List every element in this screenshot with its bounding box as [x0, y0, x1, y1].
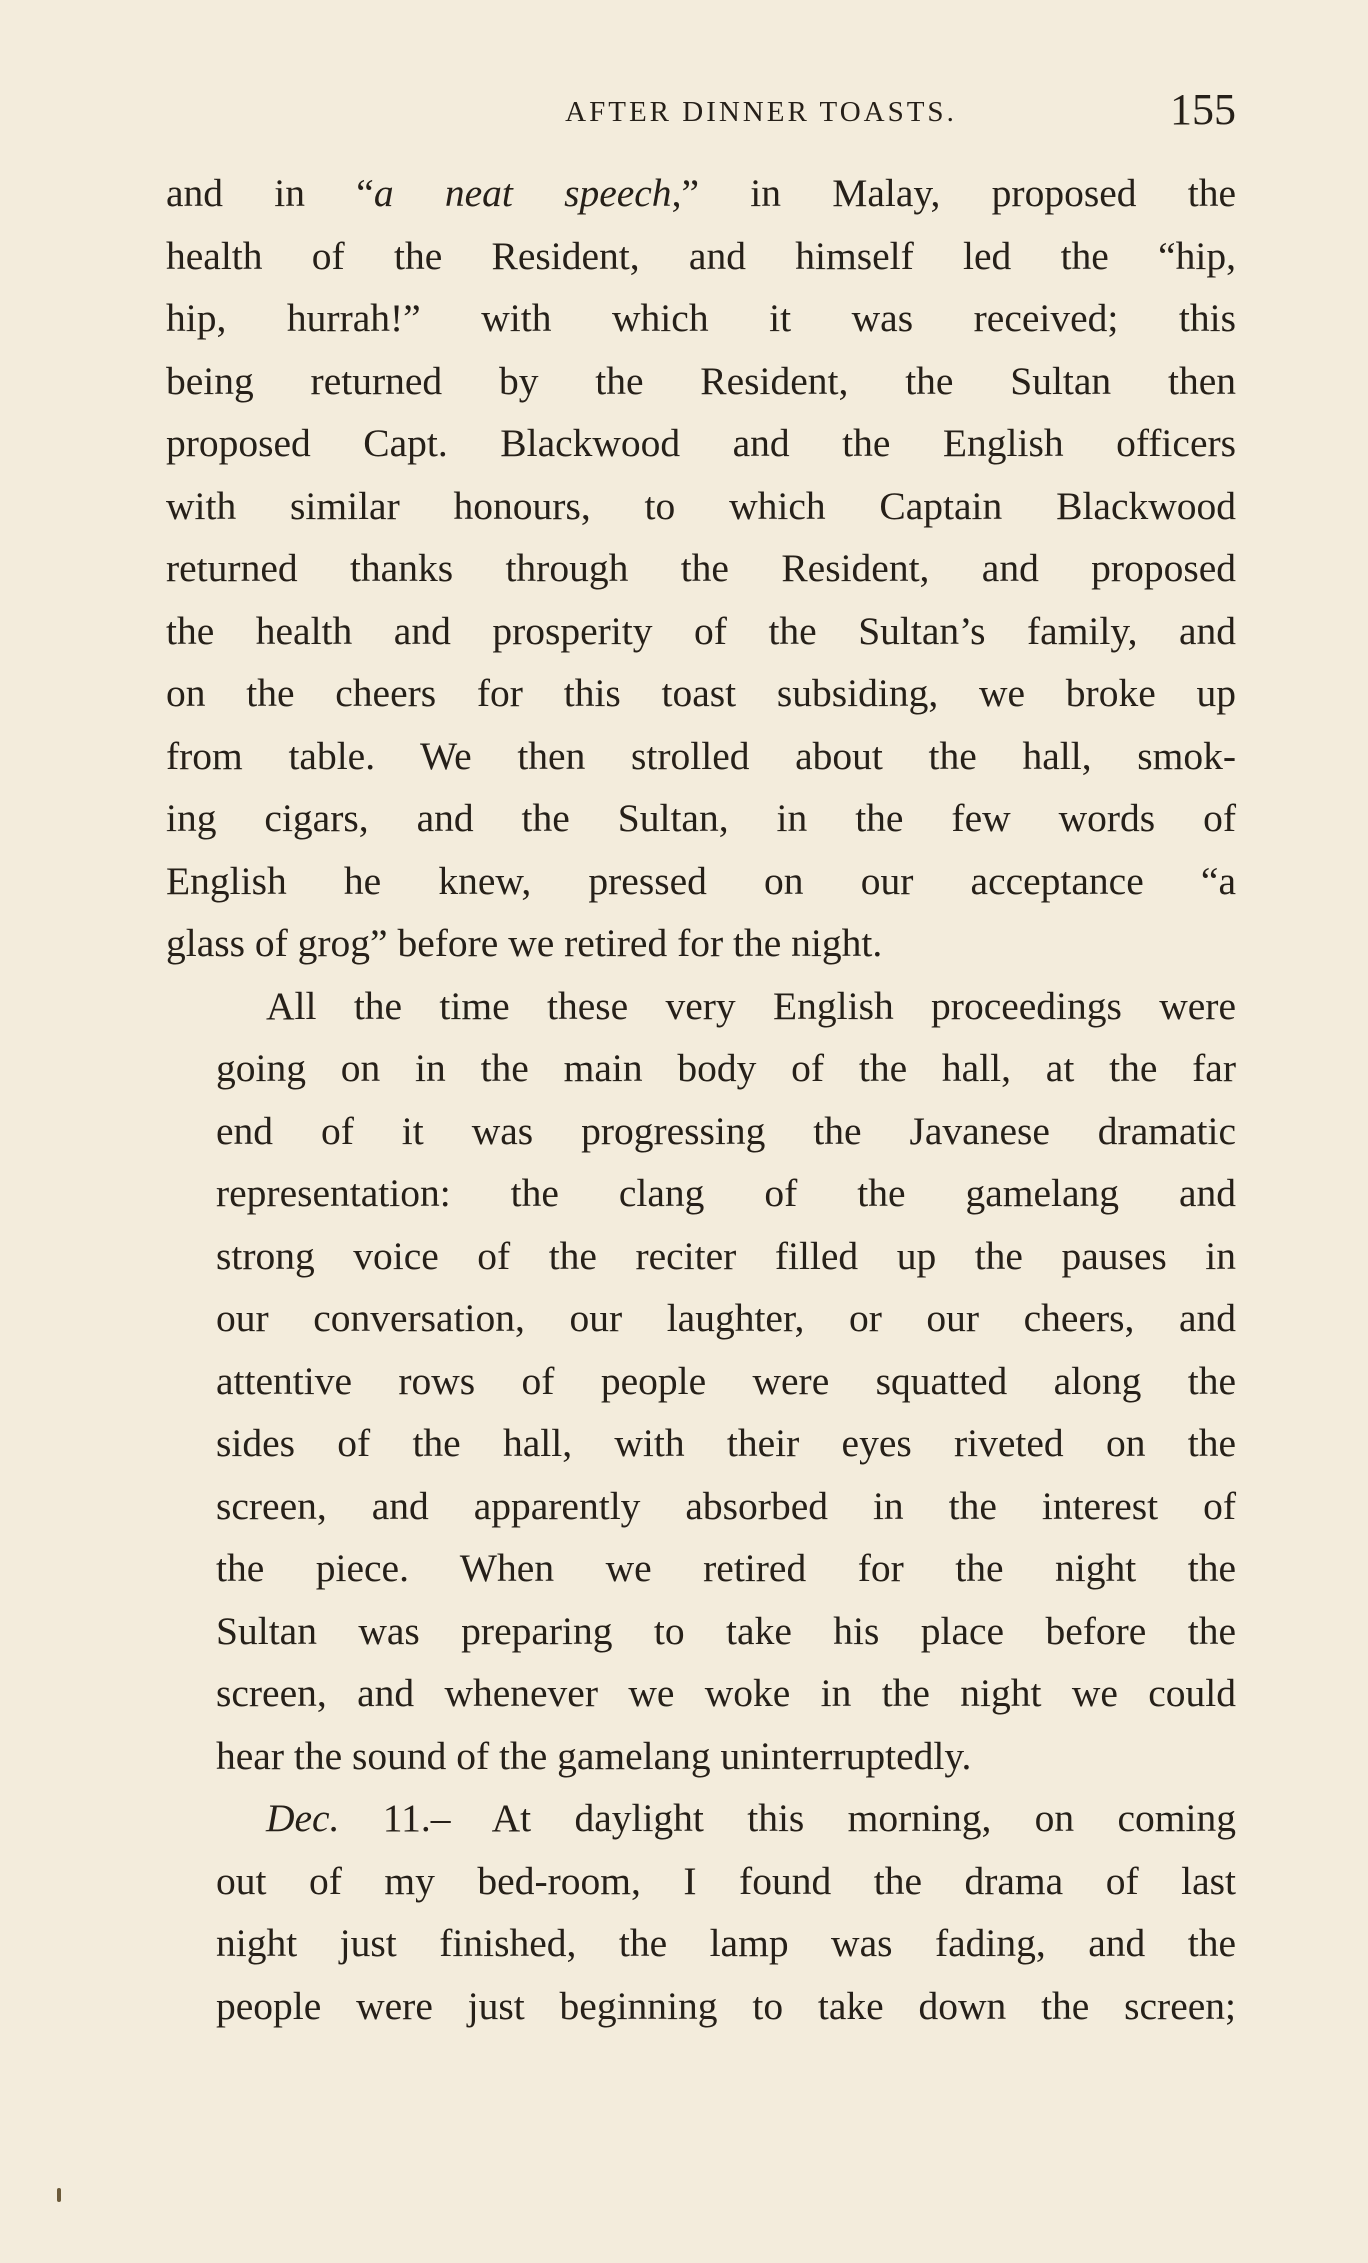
- running-head: [166, 84, 1236, 144]
- text-line: [166, 1037, 1236, 1100]
- text-run: Dec.: [266, 1796, 340, 1840]
- text-line: [166, 475, 1236, 538]
- text-run: attentive rows of people were squatted along the: [216, 1358, 1236, 1403]
- text-run: hip, hurrah!” with which it was received; this: [166, 296, 1236, 340]
- text-line: [166, 1412, 1236, 1475]
- text-run: and in “: [166, 171, 374, 215]
- text-run: on the cheers for this toast subsiding, we broke up: [166, 671, 1236, 715]
- text-line: [166, 1662, 1236, 1725]
- text-run: the piece. When we retired for the night the: [216, 1546, 1236, 1590]
- text-line: [166, 537, 1236, 600]
- text-line: [166, 225, 1236, 288]
- text-line: [166, 412, 1236, 475]
- text-line: [166, 1912, 1236, 1975]
- text-line: [166, 1475, 1236, 1538]
- text-line: [166, 1100, 1236, 1163]
- text-run: ,” in Malay, proposed the: [671, 171, 1237, 215]
- text-run: health of the Resident, and himself led the “hip,: [166, 233, 1236, 278]
- text-run: strong voice of the reciter filled up the pauses in: [216, 1233, 1236, 1278]
- text-line: [166, 350, 1236, 413]
- text-line: [166, 600, 1236, 663]
- paragraph: [166, 162, 1236, 975]
- text-line: [166, 1225, 1236, 1288]
- text-run: our conversation, our laughter, or our cheers, and: [216, 1296, 1236, 1340]
- text-line: [166, 1787, 1236, 1850]
- text-run: with similar honours, to which Captain Blackwood: [166, 483, 1236, 528]
- text-line: [166, 975, 1236, 1038]
- text-line: [166, 787, 1236, 850]
- text-line: [166, 162, 1236, 225]
- text-run: proposed Capt. Blackwood and the English officers: [166, 421, 1236, 465]
- text-line: [166, 662, 1236, 725]
- text-line: [166, 1350, 1236, 1413]
- paragraph: [166, 975, 1236, 1788]
- body-text: [166, 162, 1236, 2037]
- text-run: being returned by the Resident, the Sultan then: [166, 358, 1236, 403]
- text-line: [166, 1725, 1236, 1788]
- text-run: screen, and apparently absorbed in the interest of: [216, 1483, 1236, 1528]
- text-run: glass of grog” before we retired for the night.: [166, 921, 883, 965]
- text-run: end of it was progressing the Javanese dramatic: [216, 1108, 1236, 1153]
- text-line: [166, 1850, 1236, 1913]
- text-line: [166, 287, 1236, 350]
- text-run: a neat speech: [373, 171, 672, 215]
- text-run: the health and prosperity of the Sultan’s family, and: [166, 608, 1236, 653]
- text-line: [166, 725, 1236, 788]
- text-line: [166, 912, 1236, 975]
- text-run: from table. We then strolled about the hall, smok-: [166, 733, 1236, 778]
- text-line: [166, 1600, 1236, 1663]
- text-run: out of my bed-room, I found the drama of last: [216, 1858, 1236, 1903]
- text-run: going on in the main body of the hall, at the far: [216, 1046, 1236, 1090]
- running-title: AFTER DINNER TOASTS.: [565, 96, 957, 128]
- text-run: screen, and whenever we woke in the night we could: [216, 1671, 1236, 1715]
- text-run: English he knew, pressed on our acceptance “a: [166, 858, 1236, 903]
- paragraph: [166, 1787, 1236, 2037]
- text-run: hear the sound of the gamelang uninterruptedly.: [216, 1733, 972, 1778]
- text-run: Sultan was preparing to take his place before the: [216, 1608, 1236, 1653]
- text-run: 11.– At daylight this morning, on coming: [339, 1796, 1236, 1840]
- text-line: [166, 1287, 1236, 1350]
- text-run: night just finished, the lamp was fading, and the: [216, 1921, 1236, 1965]
- text-line: [166, 850, 1236, 913]
- text-run: sides of the hall, with their eyes riveted on the: [216, 1421, 1236, 1465]
- text-line: [166, 1537, 1236, 1600]
- text-run: All the time these very English proceedings were: [266, 983, 1236, 1028]
- text-run: returned thanks through the Resident, and proposed: [166, 546, 1236, 590]
- text-line: [166, 1162, 1236, 1225]
- page-number: 155: [1170, 85, 1236, 134]
- text-run: ing cigars, and the Sultan, in the few words of: [166, 796, 1236, 840]
- text-run: representation: the clang of the gamelang and: [216, 1171, 1236, 1215]
- text-line: [166, 1975, 1236, 2038]
- text-run: people were just beginning to take down the screen;: [216, 1983, 1236, 2028]
- ink-speck: [57, 2188, 61, 2202]
